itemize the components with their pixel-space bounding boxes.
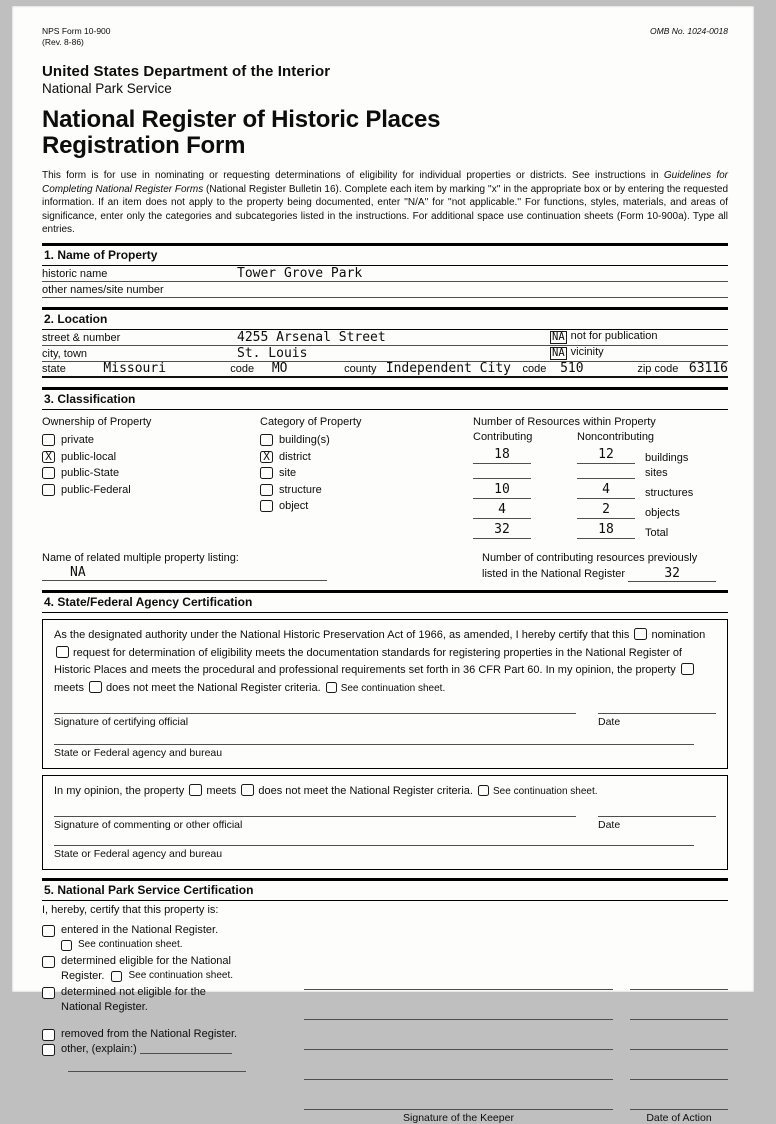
code1-label: code — [230, 363, 255, 376]
contributing-objects: 4 — [473, 502, 531, 519]
opinion-seg1: In my opinion, the property — [54, 785, 185, 798]
nomination-label: nomination — [651, 629, 706, 642]
keeper-line-1 — [304, 989, 613, 990]
street-label: street & number — [42, 332, 121, 345]
other-explain-line — [140, 1043, 232, 1054]
category-structure-label: structure — [279, 483, 322, 496]
certifying-date-block — [598, 712, 716, 729]
contributing-buildings: 18 — [473, 447, 531, 464]
option-removed-label: removed from the National Register. — [61, 1027, 238, 1040]
certifying-agency-line — [54, 743, 694, 745]
meets-label: meets — [54, 681, 84, 694]
form-number-block — [42, 26, 111, 48]
previously-listed-label2: listed in the National Register — [482, 568, 626, 581]
keeper-line-5 — [304, 1109, 613, 1110]
cert-seg2: request for determination of eligibility meets the documentation standards for registering properties in the National Register of Historic Places and meets the procedural and professional requirements set forth in 36 CFR Part 60. In my opinion, the property — [54, 646, 682, 677]
category-district — [260, 451, 473, 463]
option-not-eligible-line2 — [61, 1001, 304, 1013]
contributing-structures: 10 — [473, 482, 531, 499]
ownership-public-state — [42, 467, 260, 479]
related-listing-value: NA — [42, 566, 327, 581]
form-title — [42, 107, 728, 158]
option-removed — [42, 1028, 304, 1041]
checkbox-object[interactable] — [260, 500, 273, 512]
historic-name-row — [42, 266, 728, 282]
form-title-line1: National Register of Historic Places — [42, 106, 441, 134]
state-value: Missouri — [103, 361, 167, 377]
category-site-label: site — [279, 467, 297, 480]
na-box-publication[interactable]: NA — [552, 331, 565, 344]
form-revision: (Rev. 8-86) — [42, 37, 84, 48]
noncontributing-structures: 4 — [577, 482, 635, 499]
not-for-publication-annot — [550, 330, 728, 344]
instructions-paragraph — [42, 169, 728, 236]
option-other — [42, 1043, 304, 1056]
street-row — [42, 330, 728, 346]
structures-label: structures — [645, 487, 694, 500]
certifying-date-line — [598, 712, 716, 714]
previously-listed-line2 — [482, 567, 716, 582]
instructions-part2: (National Register Bulletin 16). Complete each item by marking ''x'' in the appropriate box or by entering the requested information. If an item does not apply to the property being documented, enter ''N/A'' for ''not applicable.'' For functions, styles, materials, and areas of significance, enter only the categories and subcategories listed in the instructions. For additional space use continuation sheets (Form 10-900a). Type all entries. — [42, 183, 729, 235]
keeper-row-5 — [304, 1080, 728, 1110]
sites-label: sites — [645, 467, 668, 480]
checkbox-buildings[interactable] — [260, 434, 273, 446]
resources-row-objects — [473, 502, 728, 519]
resources-row-sites — [473, 467, 728, 479]
previously-listed-block — [482, 552, 716, 582]
certifying-agency-block — [54, 743, 694, 760]
category-title: Category of Property — [260, 416, 362, 429]
checkbox-does-not-meet[interactable] — [89, 681, 102, 693]
related-listing-row — [42, 552, 728, 582]
opinion-meets-label: meets — [206, 785, 237, 798]
keeper-line-4 — [304, 1079, 613, 1080]
certification-statement — [54, 627, 716, 697]
keeper-line-3 — [304, 1049, 613, 1050]
date-of-action-label: Date of Action — [646, 1111, 712, 1124]
ownership-public-local — [42, 451, 260, 463]
resources-row-total — [473, 522, 728, 539]
code1-value: MO — [271, 361, 288, 377]
ownership-public-local-label: public-local — [61, 450, 117, 463]
checkbox-site[interactable] — [260, 467, 273, 479]
related-listing-label: Name of related multiple property listing: — [42, 552, 239, 565]
ownership-public-federal-label: public-Federal — [61, 483, 131, 496]
contributing-total: 32 — [473, 522, 531, 539]
keeper-row-2 — [304, 990, 728, 1020]
not-for-publication-label: not for publication — [570, 330, 658, 343]
checkbox-see-continuation-2[interactable] — [478, 785, 489, 796]
cert-seg3: does not meet the National Register criteria. — [106, 681, 321, 694]
code2-label: code — [522, 363, 547, 376]
action-line-2 — [630, 1019, 728, 1020]
option-entered-label: entered in the National Register. — [61, 923, 219, 936]
action-line-3 — [630, 1049, 728, 1050]
see-continuation-label-2: See continuation sheet. — [493, 786, 598, 798]
keeper-signature-label: Signature of the Keeper — [403, 1111, 514, 1124]
objects-label: objects — [645, 507, 680, 520]
checkbox-opinion-does-not-meet[interactable] — [241, 784, 254, 796]
commenting-signature-row — [54, 815, 716, 832]
certifying-signature-line — [54, 712, 576, 714]
commenting-certification-box — [42, 775, 728, 870]
previously-listed-value: 32 — [628, 567, 716, 582]
ownership-public-federal — [42, 484, 260, 496]
checkbox-meets[interactable] — [681, 663, 694, 675]
ownership-public-state-label: public-State — [61, 467, 120, 480]
instructions-part1: This form is for use in nominating or requesting determinations of eligibility for individual properties or districts. See instructions in — [42, 170, 664, 182]
checkbox-opinion-meets[interactable] — [189, 784, 202, 796]
option-determined-eligible — [42, 955, 304, 968]
option-not-eligible-label: determined not eligible for the — [61, 985, 206, 998]
state-label: state — [42, 363, 66, 376]
ownership-private-label: private — [61, 434, 95, 447]
commenting-agency-row — [54, 844, 716, 861]
other-explain-line2 — [68, 1070, 246, 1072]
national-register-label: National Register. — [61, 1000, 148, 1013]
category-object-label: object — [279, 500, 309, 513]
zip-value: 63116 — [688, 361, 729, 377]
section4-heading: 4. State/Federal Agency Certification — [42, 590, 728, 613]
checkbox-public-federal[interactable] — [42, 484, 55, 496]
buildings-label: buildings — [645, 452, 689, 465]
category-structure — [260, 484, 473, 496]
noncontributing-buildings: 12 — [577, 447, 635, 464]
keeper-row-4 — [304, 1050, 728, 1080]
contributing-header: Contributing — [473, 431, 533, 444]
category-column — [260, 416, 473, 542]
keeper-lines-column — [304, 920, 728, 1124]
keeper-row-1 — [304, 960, 728, 990]
category-object — [260, 500, 473, 512]
city-value: St. Louis — [237, 346, 308, 362]
na-box-vicinity[interactable]: NA — [552, 347, 565, 360]
noncontributing-sites — [577, 477, 635, 479]
action-line-4 — [630, 1079, 728, 1080]
checkbox-request-determination[interactable] — [56, 646, 69, 658]
certifying-agency-row — [54, 743, 716, 760]
checkbox-entered[interactable] — [42, 925, 55, 937]
certifying-signature-label: Signature of certifying official — [54, 715, 189, 728]
historic-name-value: Tower Grove Park — [237, 266, 363, 282]
action-line-1 — [630, 989, 728, 990]
county-label: county — [344, 363, 377, 376]
agency-name: National Park Service — [42, 81, 172, 97]
ownership-title: Ownership of Property — [42, 416, 152, 429]
option-determined-eligible-label: determined eligible for the National — [61, 954, 231, 967]
commenting-date-block — [598, 815, 716, 832]
category-site — [260, 467, 473, 479]
checkbox-not-eligible[interactable] — [42, 987, 55, 999]
checkbox-determined-eligible[interactable] — [42, 956, 55, 968]
checkbox-district[interactable]: X — [260, 451, 273, 463]
form-title-line2: Registration Form — [42, 131, 246, 159]
certifying-signature-row — [54, 712, 716, 729]
county-value: Independent City — [385, 361, 511, 377]
historic-name-label: historic name — [42, 268, 108, 281]
opinion-seg2: does not meet the National Register criteria. — [258, 785, 473, 798]
nps-certification-body — [42, 920, 728, 1124]
section5-heading: 5. National Park Service Certification — [42, 878, 728, 901]
checkbox-nomination[interactable] — [634, 628, 647, 640]
section2-heading: 2. Location — [42, 307, 728, 330]
action-line-5 — [630, 1109, 728, 1110]
category-district-label: district — [279, 450, 311, 463]
checkbox-private[interactable] — [42, 434, 55, 446]
vicinity-label: vicinity — [570, 346, 604, 359]
option-entered-continuation — [61, 939, 304, 951]
certifying-signature-block — [54, 712, 576, 729]
vicinity-annot — [550, 346, 728, 360]
form-page — [12, 6, 754, 1124]
keeper-line-2 — [304, 1019, 613, 1020]
state-row — [42, 362, 728, 378]
noncontributing-header: Noncontributing — [577, 431, 655, 444]
section3-heading: 3. Classification — [42, 387, 728, 410]
resources-column — [473, 416, 728, 542]
keeper-row-3 — [304, 1020, 728, 1050]
commenting-agency-line — [54, 844, 694, 846]
resources-title: Number of Resources within Property — [473, 416, 656, 429]
checkbox-see-continuation-1[interactable] — [326, 682, 337, 693]
option-eligible-continuation-label: See continuation sheet. — [128, 969, 234, 981]
department-title: United States Department of the Interior — [42, 63, 331, 81]
checkbox-public-local[interactable]: X — [42, 451, 55, 463]
commenting-signature-line — [54, 815, 576, 817]
option-entered-continuation-label: See continuation sheet. — [78, 938, 183, 950]
commenting-agency-block — [54, 844, 694, 861]
commenting-agency-label: State or Federal agency and bureau — [54, 848, 223, 861]
ownership-private — [42, 434, 260, 446]
category-buildings-label: building(s) — [279, 434, 330, 447]
see-continuation-label-1: See continuation sheet. — [340, 682, 446, 694]
category-buildings — [260, 434, 473, 446]
cert-seg1: As the designated authority under the National Historic Preservation Act of 1966, as amended, I hereby certify that this — [54, 629, 630, 642]
option-not-eligible — [42, 986, 304, 999]
code2-value: 510 — [560, 361, 584, 377]
form-number: NPS Form 10-900 — [42, 26, 111, 36]
section1-heading: 1. Name of Property — [42, 243, 728, 266]
opinion-statement — [54, 783, 716, 800]
previously-listed-label1: Number of contributing resources previously — [482, 552, 698, 565]
commenting-date-label: Date — [598, 819, 621, 832]
nps-certify-intro: I, hereby, certify that this property is: — [42, 903, 219, 916]
state-certification-box — [42, 619, 728, 769]
related-listing-block — [42, 552, 482, 582]
commenting-signature-label: Signature of commenting or other official — [54, 819, 243, 832]
resources-col-headers — [473, 431, 728, 443]
certifying-date-label: Date — [598, 715, 621, 728]
resources-row-structures — [473, 482, 728, 499]
omb-number: OMB No. 1024-0018 — [650, 26, 728, 36]
contributing-sites — [473, 477, 531, 479]
checkbox-removed[interactable] — [42, 1029, 55, 1041]
classification-grid — [42, 416, 728, 542]
checkbox-entered-continuation[interactable] — [61, 940, 72, 951]
option-determined-eligible-line2 — [61, 970, 304, 982]
register-label: Register. — [61, 969, 105, 982]
option-entered — [42, 924, 304, 937]
city-label: city, town — [42, 348, 88, 361]
street-value: 4255 Arsenal Street — [237, 330, 386, 346]
checkbox-structure[interactable] — [260, 484, 273, 496]
zip-label: zip code — [637, 363, 679, 376]
other-names-label: other names/site number — [42, 284, 164, 297]
keeper-labels-row — [304, 1112, 728, 1124]
commenting-date-line — [598, 815, 716, 817]
commenting-signature-block — [54, 815, 576, 832]
checkbox-other[interactable] — [42, 1044, 55, 1056]
total-label: Total — [645, 527, 669, 540]
checkbox-eligible-continuation[interactable] — [111, 971, 122, 982]
noncontributing-total: 18 — [577, 522, 635, 539]
instructions-italic-title: Guidelines for Completing National Register Forms — [42, 170, 728, 195]
certifying-agency-label: State or Federal agency and bureau — [54, 747, 223, 760]
resources-row-buildings — [473, 447, 728, 464]
nps-options-column — [42, 920, 304, 1124]
city-row — [42, 346, 728, 362]
ownership-column — [42, 416, 260, 542]
noncontributing-objects: 2 — [577, 502, 635, 519]
other-names-row — [42, 282, 728, 298]
option-other-label: other, (explain:) — [61, 1042, 137, 1055]
checkbox-public-state[interactable] — [42, 467, 55, 479]
form-header-strip — [42, 26, 728, 48]
